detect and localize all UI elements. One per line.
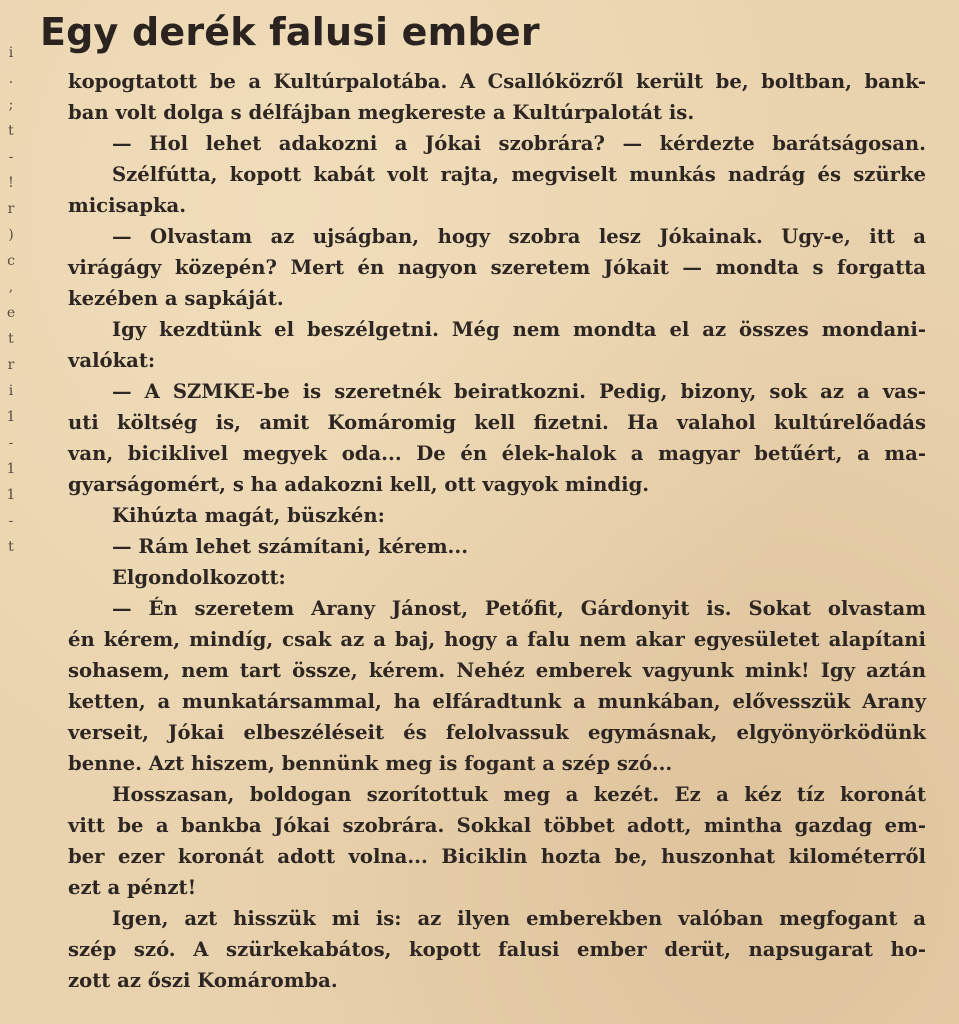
text-line: van, biciklivel megyek oda... De én élek-halok a magyar betűért, a ma- [68, 442, 926, 465]
margin-fragment: - [8, 435, 14, 451]
article-headline: Egy derék falusi ember [40, 10, 540, 54]
margin-fragment: - [8, 513, 14, 529]
text-line: — Olvastam az ujságban, hogy szobra lesz Jókainak. Ugy-e, itt a [112, 225, 926, 248]
margin-fragment: e [6, 305, 16, 321]
margin-fragment: t [8, 123, 14, 139]
left-margin-fragments [0, 40, 22, 600]
text-line: én kérem, mindíg, csak az a baj, hogy a falu nem akar egyesületet alapítani [68, 628, 926, 651]
margin-fragment: - [8, 149, 14, 165]
margin-fragment: . [8, 71, 14, 87]
text-line: micisapka. [68, 194, 187, 217]
margin-fragment: ; [8, 97, 14, 113]
text-line: uti költség is, amit Komáromig kell fizetni. Ha valahol kultúrelőadás [68, 411, 926, 434]
margin-fragment: , [8, 279, 14, 295]
margin-fragment: ) [8, 227, 14, 243]
text-line: gyarságomért, s ha adakozni kell, ott vagyok mindig. [68, 473, 650, 496]
text-line: Hosszasan, boldogan szorítottuk meg a kezét. Ez a kéz tíz koronát [112, 783, 926, 806]
text-line: verseit, Jókai elbeszéléseit és felolvassuk egymásnak, elgyönyörködünk [68, 721, 926, 744]
text-line: — Hol lehet adakozni a Jókai szobrára? — kérdezte barátságosan. [112, 132, 926, 155]
text-line: kezében a sapkáját. [68, 287, 284, 310]
margin-fragment: 1 [6, 487, 16, 503]
margin-fragment: i [8, 383, 14, 399]
text-line: kopogtatott be a Kultúrpalotába. A Csallóközről került be, boltban, bank- [68, 70, 926, 93]
margin-fragment: i [8, 45, 14, 61]
margin-fragment: t [8, 331, 14, 347]
text-line: ber ezer koronát adott volna... Biciklin hozta be, huszonhat kilométerről [68, 845, 926, 868]
text-line: Szélfútta, kopott kabát volt rajta, megviselt munkás nadrág és szürke [112, 163, 926, 186]
text-line: vitt be a bankba Jókai szobrára. Sokkal többet adott, mintha gazdag em- [68, 814, 926, 837]
margin-fragment: r [7, 357, 15, 373]
article-body [68, 66, 926, 996]
margin-fragment: ! [8, 175, 14, 191]
text-line: Kihúzta magát, büszkén: [112, 504, 385, 527]
margin-fragment: 1 [6, 409, 16, 425]
text-line: ketten, a munkatársammal, ha elfáradtunk a munkában, elővesszük Arany [68, 690, 926, 713]
text-line: Igen, azt hisszük mi is: az ilyen emberekben valóban megfogant a [112, 907, 926, 930]
text-line: Elgondolkozott: [112, 566, 286, 589]
text-line: sohasem, nem tart össze, kérem. Nehéz emberek vagyunk mink! Igy aztán [68, 659, 926, 682]
text-line: — Én szeretem Arany Jánost, Petőfit, Gárdonyit is. Sokat olvastam [112, 597, 926, 620]
text-line: valókat: [68, 349, 156, 372]
text-line: ban volt dolga s délfájban megkereste a Kultúrpalotát is. [68, 101, 695, 124]
text-line: virágágy közepén? Mert én nagyon szeretem Jókait — mondta s forgatta [68, 256, 926, 279]
text-line: ezt a pénzt! [68, 876, 197, 899]
text-line: — A SZMKE-be is szeretnék beiratkozni. Pedig, bizony, sok az a vas- [112, 380, 926, 403]
margin-fragment: c [7, 253, 15, 269]
margin-fragment: 1 [6, 461, 16, 477]
text-line: zott az őszi Komáromba. [68, 969, 338, 992]
text-line: benne. Azt hiszem, bennünk meg is fogant a szép szó... [68, 752, 673, 775]
margin-fragment: r [7, 201, 15, 217]
text-line: Igy kezdtünk el beszélgetni. Még nem mondta el az összes mondani- [112, 318, 926, 341]
text-line: — Rám lehet számítani, kérem... [112, 535, 469, 558]
text-line: szép szó. A szürkekabátos, kopott falusi ember derüt, napsugarat ho- [68, 938, 926, 961]
margin-fragment: t [8, 539, 14, 555]
